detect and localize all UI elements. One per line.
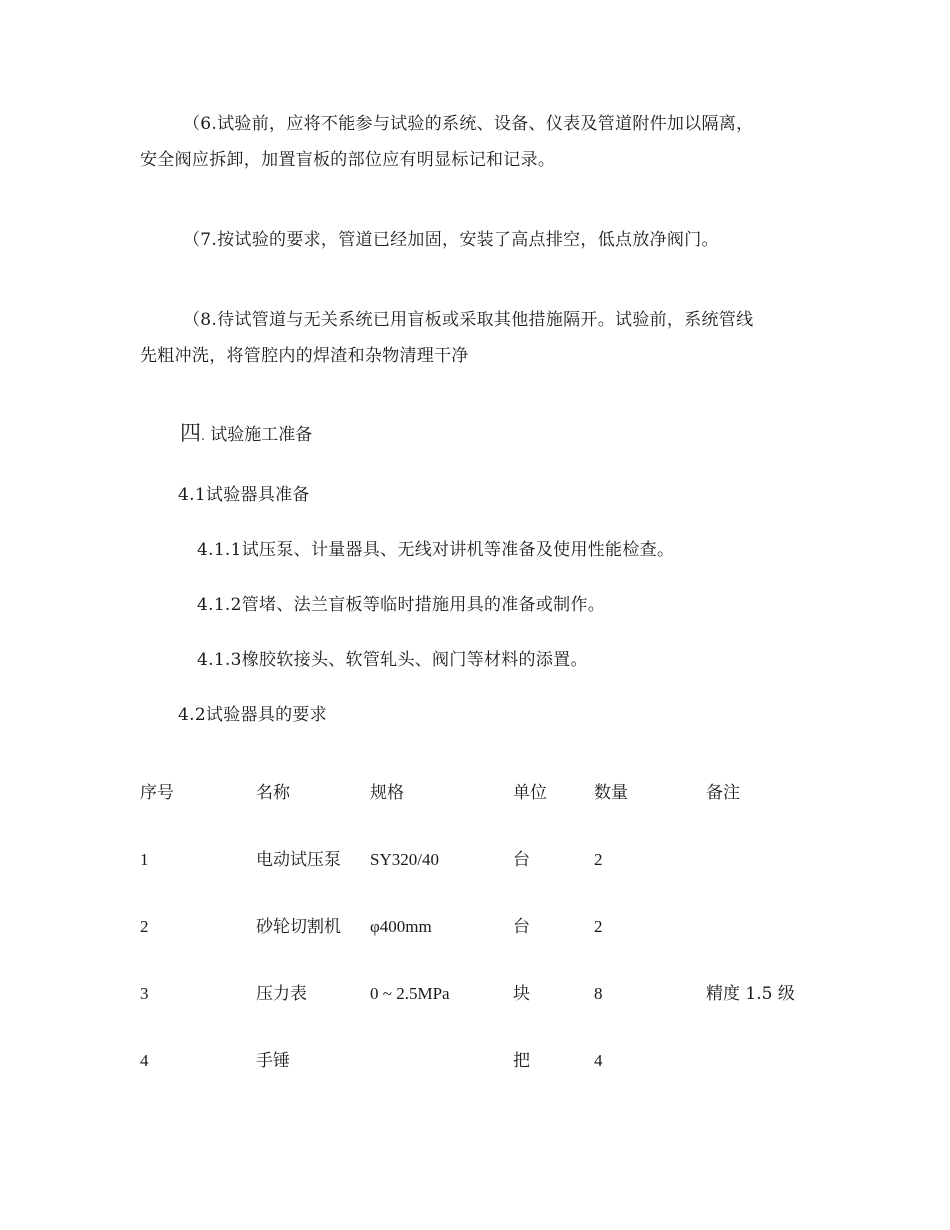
row-3-remarks: 精度 1.5 级	[706, 984, 795, 1004]
header-quantity: 数量	[594, 783, 628, 803]
row-3-unit: 块	[513, 984, 530, 1004]
header-name: 名称	[256, 783, 290, 803]
section-number: 四	[180, 421, 201, 445]
header-remarks: 备注	[706, 783, 740, 803]
row-1-name: 电动试压泵	[256, 850, 341, 870]
paragraph-6-line-1: （6.试验前，应将不能参与试验的系统、设备、仪表及管道附件加以隔离，	[183, 114, 754, 134]
row-1-unit: 台	[513, 850, 530, 870]
section-dot: .	[201, 429, 205, 443]
subsection-4-2: 4.2试验器具的要求	[178, 705, 328, 725]
row-1-spec: SY320/40	[370, 850, 439, 869]
row-4-quantity: 4	[594, 1051, 603, 1070]
row-4-unit: 把	[513, 1051, 530, 1071]
row-3-name: 压力表	[256, 984, 307, 1004]
paragraph-6-line-2: 安全阀应拆卸，加置盲板的部位应有明显标记和记录。	[140, 150, 556, 170]
section-title: 试验施工准备	[210, 425, 313, 445]
row-1-quantity: 2	[594, 850, 603, 869]
section-heading	[180, 421, 312, 448]
row-3-spec: 0 ~ 2.5MPa	[370, 984, 450, 1003]
row-2-unit: 台	[513, 917, 530, 937]
row-2-quantity: 2	[594, 917, 603, 936]
subsection-4-1-1: 4.1.1试压泵、计量器具、无线对讲机等准备及使用性能检查。	[197, 540, 675, 560]
row-3-quantity: 8	[594, 984, 603, 1003]
row-1-index: 1	[140, 850, 149, 869]
subsection-4-1-3: 4.1.3橡胶软接头、软管轧头、阀门等材料的添置。	[197, 650, 588, 670]
subsection-4-1-2: 4.1.2管堵、法兰盲板等临时措施用具的准备或制作。	[197, 595, 606, 615]
row-4-index: 4	[140, 1051, 149, 1070]
row-2-name: 砂轮切割机	[256, 917, 341, 937]
subsection-4-1: 4.1试验器具准备	[178, 485, 310, 505]
paragraph-8-line-1: （8.待试管道与无关系统已用盲板或采取其他措施隔开。试验前，系统管线	[183, 310, 754, 330]
row-2-index: 2	[140, 917, 149, 936]
row-3-index: 3	[140, 984, 149, 1003]
paragraph-7-line-1: （7.按试验的要求，管道已经加固，安装了高点排空，低点放净阀门。	[183, 230, 719, 250]
header-unit: 单位	[513, 783, 547, 803]
header-index: 序号	[140, 783, 174, 803]
row-2-spec: φ400mm	[370, 917, 432, 936]
row-4-name: 手锤	[256, 1051, 290, 1071]
paragraph-8-line-2: 先粗冲洗，将管腔内的焊渣和杂物清理干净	[140, 346, 469, 366]
header-spec: 规格	[370, 783, 404, 803]
